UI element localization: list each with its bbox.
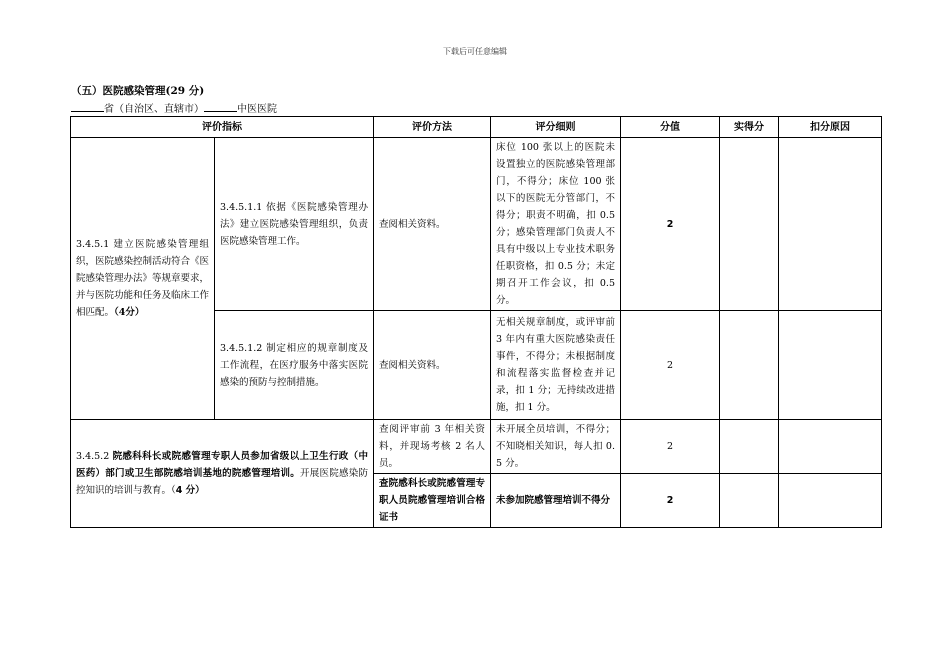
- table-row: [71, 138, 882, 311]
- province-blank[interactable]: [71, 102, 104, 112]
- item2-points: 4 分）: [175, 485, 205, 496]
- item2-row1-score: 2: [621, 420, 720, 474]
- item1-sub1-text: 3.4.5.1.1 依据《医院感染管理办法》建立医院感染管理组织，负责医院感染管理工作。: [215, 138, 374, 311]
- item2-row1-reason-cell[interactable]: [779, 420, 882, 474]
- item2-row1-method: 查阅评审前 3 年相关资料，并现场考核 2 名人员。: [374, 420, 491, 474]
- item1-sub1-actual-cell[interactable]: [720, 138, 779, 311]
- item1-sub1-method: 查阅相关资料。: [374, 138, 491, 311]
- hospital-blank[interactable]: [204, 102, 237, 112]
- item1-sub2-method: 查阅相关资料。: [374, 311, 491, 420]
- item1-indicator-text: 3.4.5.1 建立医院感染管理组织，医院感染控制活动符合《医院感染管理办法》等规章要求，并与医院功能和任务及临床工作相匹配。: [76, 239, 210, 318]
- evaluation-table: [70, 116, 882, 528]
- header-rules: 评分细则: [491, 117, 621, 138]
- item1-sub2-score: 2: [621, 311, 720, 420]
- item1-sub2-actual-cell[interactable]: [720, 311, 779, 420]
- item1-sub1-rules: 床位 100 张以上的医院未设置独立的医院感染管理部门，不得分；床位 100 张以下的医院无分管部门，不得分；职责不明确，扣 0.5 分；感染管理部门负责人不具有中级以上专业技术职务任职资格，扣 0.5 分；未定期召开工作会议，扣 0.5 分。: [491, 138, 621, 311]
- region-province-label: 省（自治区、直辖市）: [104, 104, 204, 115]
- item2-indicator-cell: [71, 420, 374, 528]
- item1-sub2-reason-cell[interactable]: [779, 311, 882, 420]
- header-indicator: 评价指标: [71, 117, 374, 138]
- header-reason: 扣分原因: [779, 117, 882, 138]
- item2-number: 3.4.5.2: [76, 451, 113, 462]
- item2-bold-text: 院感科科长或院感管理专职人员参加省级以上卫生行政（中医药）部门或卫生部院感培训基地的院感管理培训。: [76, 451, 368, 479]
- section-title: （五）医院感染管理(29 分): [71, 85, 205, 97]
- item1-sub2-rules: 无相关规章制度，或评审前 3 年内有重大医院感染责任事件，不得分；未根据制度和流程落实监督检查并记录，扣 1 分；无持续改进措施，扣 1 分。: [491, 311, 621, 420]
- header-score: 分值: [621, 117, 720, 138]
- item1-indicator-cell: [71, 138, 215, 420]
- item2-row2-rules: 未参加院感管理培训不得分: [491, 474, 621, 528]
- item2-row2-reason-cell[interactable]: [779, 474, 882, 528]
- item2-text: 开展医院感染防控知识的培训与教育。（: [76, 468, 368, 496]
- page-header-note: 下载后可任意编辑: [443, 47, 507, 56]
- item1-sub1-score: 2: [621, 138, 720, 311]
- item2-row1-actual-cell[interactable]: [720, 420, 779, 474]
- item2-row1-rules: 未开展全员培训，不得分；不知晓相关知识，每人扣 0.5 分。: [491, 420, 621, 474]
- item1-points: （4分）: [114, 307, 145, 318]
- region-line: [71, 100, 277, 115]
- header-actual: 实得分: [720, 117, 779, 138]
- table-header-row: [71, 117, 882, 138]
- item2-row2-actual-cell[interactable]: [720, 474, 779, 528]
- item1-sub2-text: 3.4.5.1.2 制定相应的规章制度及工作流程，在医疗服务中落实医院感染的预防与控制措施。: [215, 311, 374, 420]
- item1-sub1-reason-cell[interactable]: [779, 138, 882, 311]
- item2-row2-score: 2: [621, 474, 720, 528]
- header-method: 评价方法: [374, 117, 491, 138]
- region-hospital-label: 中医医院: [237, 104, 277, 115]
- table-row: [71, 420, 882, 474]
- item2-row2-method: 查院感科长或院感管理专职人员院感管理培训合格证书: [374, 474, 491, 528]
